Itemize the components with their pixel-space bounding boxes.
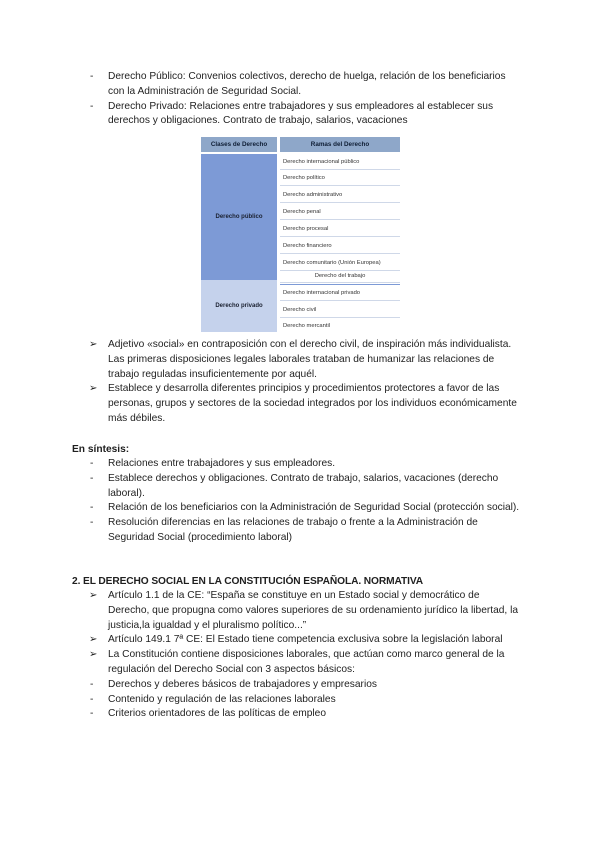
derecho-privado-label: Derecho privado — [215, 302, 263, 309]
arrow-marker: ➢ — [89, 634, 98, 646]
table-cell-branch: Derecho civil — [280, 302, 400, 318]
dash-marker: - — [90, 472, 94, 484]
dash-marker: - — [90, 458, 94, 469]
list-item — [0, 516, 600, 546]
list-item-text: La Constitución contiene disposiciones laborales, que actúan como marco general de la regulación del Derecho Social con 3 aspectos básicos: — [108, 649, 505, 675]
section-2-heading: 2. EL DERECHO SOCIAL EN LA CONSTITUCIÓN ESPAÑOLA. NORMATIVA — [72, 576, 424, 587]
dash-marker: - — [90, 693, 94, 705]
derecho-publico-label: Derecho público — [215, 213, 263, 220]
table-cell-branch: Derecho procesal — [280, 221, 400, 237]
table-cell-shared-branch: Derecho del trabajo — [280, 270, 400, 283]
dash-marker: - — [90, 502, 94, 514]
table-cell-branch: Derecho político — [280, 170, 400, 186]
list-item-text: Artículo 149.1 7ª CE: El Estado tiene competencia exclusiva sobre la legislación laboral — [108, 634, 503, 646]
arrow-list — [0, 338, 600, 427]
synthesis-list — [0, 457, 600, 546]
list-item — [0, 648, 600, 678]
list-item — [0, 589, 600, 633]
dash-marker: - — [90, 71, 94, 82]
list-item — [0, 472, 600, 502]
table-cell-branch: Derecho internacional privado — [280, 285, 400, 301]
list-item — [0, 100, 600, 130]
list-item-text: Establece y desarrolla diferentes principios y procedimientos protectores a favor de las personas, grupos y sectores de la sociedad integrados por los individuos económicamente más débiles. — [108, 383, 517, 424]
dash-marker: - — [90, 100, 94, 112]
section-2-arrow-list — [0, 589, 600, 722]
list-item-text: Adjetivo «social» en contraposición con el derecho civil, de inspiración más individualista. Las primeras disposiciones legales laborales trataban de humanizar las relaciones de trabajo reguladas insuficientemente por aquél. — [108, 339, 512, 380]
list-item-text: Resolución diferencias en las relaciones de trabajo o frente a la Administración de Seguridad Social (procedimiento laboral) — [108, 517, 478, 543]
derecho-publico-cell — [201, 154, 277, 280]
arrow-marker: ➢ — [89, 649, 98, 661]
table-cell-branch: Derecho penal — [280, 204, 400, 220]
arrow-marker: ➢ — [89, 383, 98, 395]
table-header-classes: Clases de Derecho — [201, 137, 277, 152]
list-item — [0, 70, 600, 100]
table-header-branches: Ramas del Derecho — [280, 137, 400, 152]
list-item — [0, 693, 600, 708]
list-item — [0, 633, 600, 648]
list-item-text: Relación de los beneficiarios con la Administración de Seguridad Social (protección social). — [108, 502, 520, 514]
list-item-text: Contenido y regulación de las relaciones laborales — [108, 693, 336, 705]
derecho-privado-cell — [201, 280, 277, 332]
list-item — [0, 707, 600, 722]
table-cell-branch: Derecho mercantil — [283, 323, 331, 329]
list-item — [0, 338, 600, 382]
list-item-text: Criterios orientadores de las políticas de empleo — [108, 708, 327, 720]
list-item-text: Relaciones entre trabajadores y sus empleadores. — [108, 458, 336, 469]
table-cell-branch: Derecho administrativo — [280, 187, 400, 203]
list-item-text: Derecho Público: Convenios colectivos, derecho de huelga, relación de los beneficiarios con la Administración de Seguridad Social. — [108, 71, 506, 97]
list-item — [0, 382, 600, 426]
dash-marker: - — [90, 708, 94, 720]
dash-marker: - — [90, 517, 94, 529]
synthesis-heading: En síntesis: — [72, 444, 130, 455]
list-item-text: Derechos y deberes básicos de trabajadores y empresarios — [108, 678, 377, 690]
list-item — [0, 457, 600, 472]
law-branches-table-figure — [201, 137, 400, 332]
list-item-text: Artículo 1.1 de la CE: “España se constituye en un Estado social y democrático de Derecho, que propugna como valores superiores de su ordenamiento jurídico la libertad, la justicia,la igualdad y el pluralismo político...” — [108, 590, 519, 631]
table-cell-branch: Derecho comunitario (Unión Europea) — [280, 255, 400, 271]
intro-list — [0, 70, 600, 129]
list-item — [0, 678, 600, 693]
dash-marker: - — [90, 678, 94, 690]
arrow-marker: ➢ — [89, 339, 98, 350]
table-cell-branch: Derecho financiero — [280, 238, 400, 254]
list-item-text: Derecho Privado: Relaciones entre trabajadores y sus empleadores al establecer sus derechos y obligaciones. Contrato de trabajo, salarios, vacaciones — [108, 100, 494, 127]
list-item — [0, 501, 600, 516]
table-cell-branch: Derecho internacional público — [280, 154, 400, 170]
list-item-text: Establece derechos y obligaciones. Contrato de trabajo, salarios, vacaciones (derecho laboral). — [108, 472, 499, 499]
arrow-marker: ➢ — [89, 590, 98, 601]
